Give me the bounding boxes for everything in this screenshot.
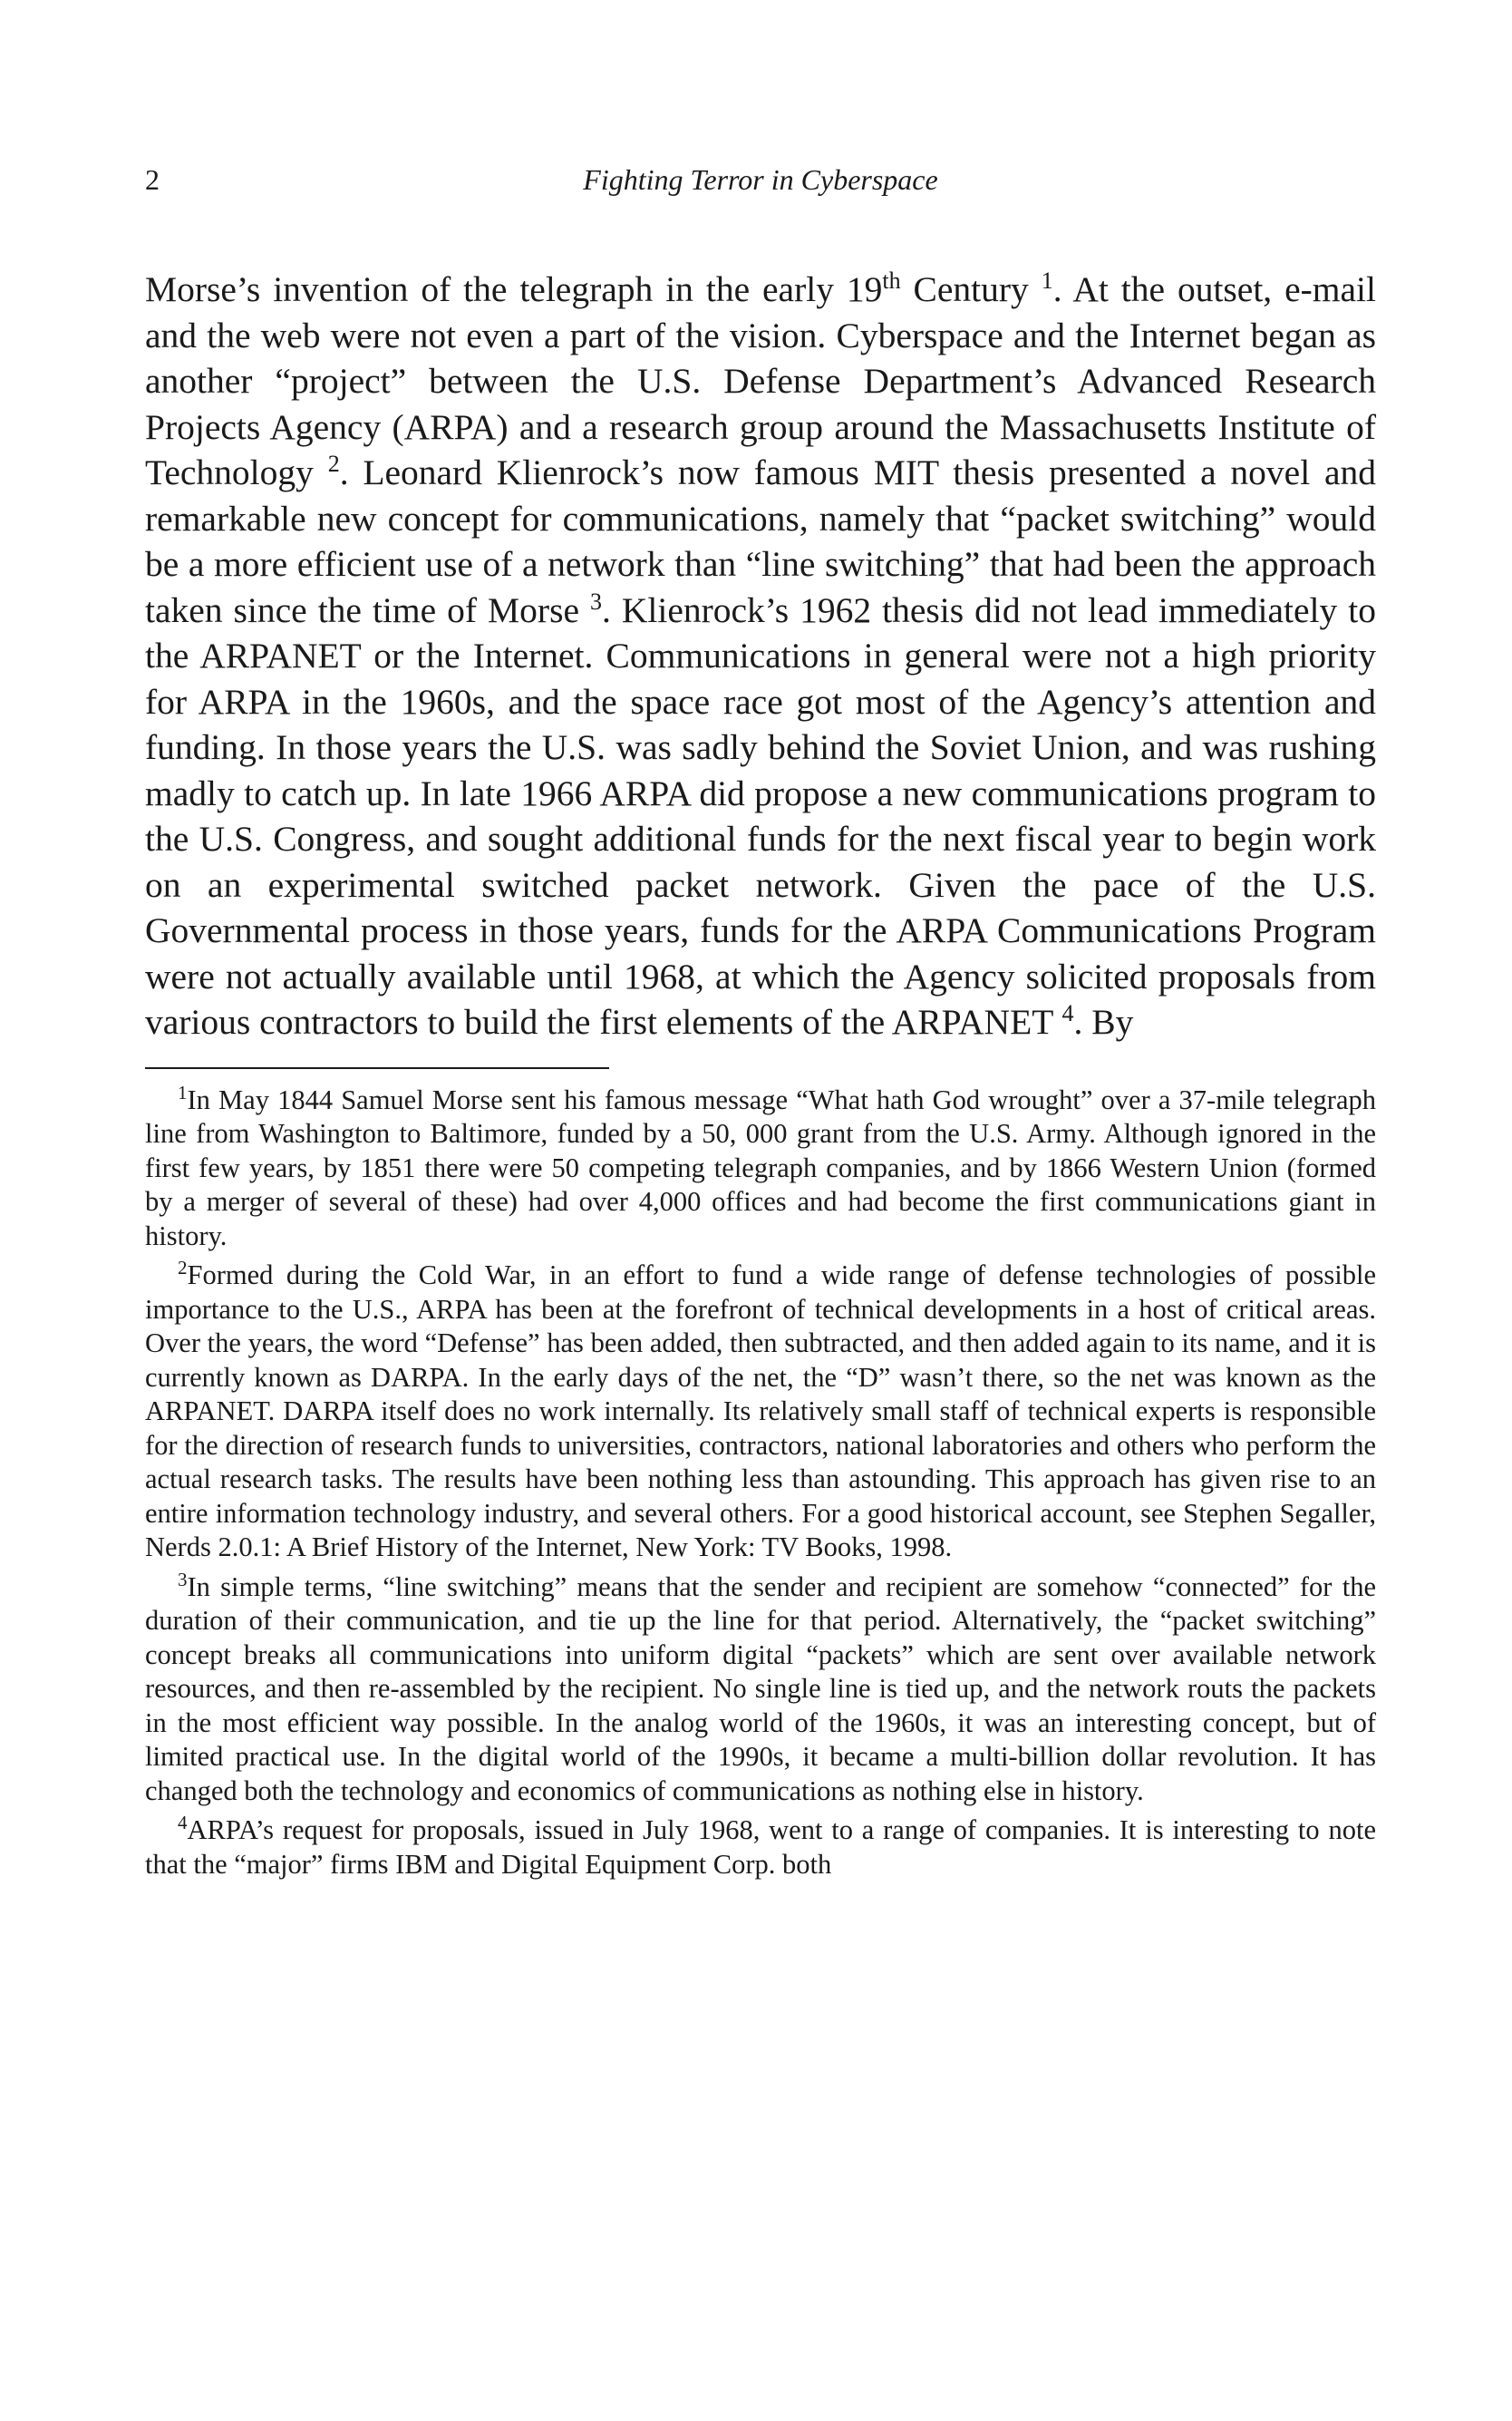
- footnote-ref-2: 2: [327, 450, 340, 477]
- body-text-segment: . Klienrock’s 1962 thesis did not lead immediately to the ARPANET or the Internet. Communications in general were not a high priority for ARPA in the 1960s, and the space race got most of the Agency’s attention and funding. In those years the U.S. was sadly behind the Soviet Union, and was rushing madly to catch up. In late 1966 ARPA did propose a new communications program to the U.S. Congress, and sought additional funds for the next fiscal year to begin work on an experimental switched packet network. Given the pace of the U.S. Governmental process in those years, funds for the ARPA Communications Program were not actually available until 1968, at which the Agency solicited proposals from various contractors to build the first elements of the ARPANET: [145, 589, 1376, 1042]
- footnote-marker: 4: [178, 1811, 188, 1833]
- footnote-marker: 2: [178, 1256, 188, 1279]
- body-text-segment: Morse’s invention of the telegraph in the early 19: [145, 269, 883, 309]
- book-page: [145, 163, 1376, 1887]
- running-header: [145, 163, 1376, 214]
- footnote-ref-1: 1: [1041, 267, 1053, 294]
- footnote-ref-4: 4: [1061, 999, 1074, 1026]
- body-text-segment: . Leonard Klienrock’s now famous MIT thesis presented a novel and remarkable new concept for communications, namely that “packet switching” would be a more efficient use of a network than “line switching” that had been the approach taken since the time of Morse: [145, 452, 1376, 630]
- footnote-text: In May 1844 Samuel Morse sent his famous message “What hath God wrought” over a 37-mile telegraph line from Washington to Baltimore, funded by a 50, 000 grant from the U.S. Army. Although ignored in the first few years, by 1851 there were 50 competing telegraph companies, and by 1866 Western Union (formed by a merger of several of these) had over 4,000 offices and had become the first communications giant in history.: [145, 1084, 1376, 1251]
- footnote-2: [145, 1256, 1376, 1565]
- footnote-ref-3: 3: [589, 588, 602, 615]
- footnote-1: [145, 1081, 1376, 1254]
- page-number: 2: [145, 163, 160, 196]
- footnote-4: [145, 1813, 1376, 1881]
- footnote-text: In simple terms, “line switching” means that the sender and recipient are somehow “connected” for the duration of their communication, and tie up the line for that period. Alternatively, the “packet switching” concept breaks all communications into uniform digital “packets” which are sent over available network resources, and then re-assembled by the recipient. No single line is tied up, and the network routs the packets in the most efficient way possible. In the analog world of the 1960s, it was an interesting concept, but of limited practical use. In the digital world of the 1990s, it became a multi-billion dollar revolution. It has changed both the technology and economics of communications as nothing else in history.: [145, 1570, 1376, 1806]
- ordinal-superscript: th: [882, 267, 901, 294]
- running-title: Fighting Terror in Cyberspace: [583, 163, 938, 196]
- footnote-text: ARPA’s request for proposals, issued in July 1968, went to a range of companies. It is interesting to note that the “major” firms IBM and Digital Equipment Corp. both: [145, 1814, 1376, 1880]
- body-text-segment: . By: [1073, 1002, 1134, 1042]
- footnote-marker: 1: [178, 1081, 188, 1104]
- footnotes: [145, 1081, 1376, 1882]
- body-text-segment: . At the outset, e-mail and the web were not even a part of the vision. Cyberspace and the Internet began as another “project” between the U.S. Defense Department’s Advanced Research Projects Agency (ARPA) and a research group around the Massachusetts Institute of Technology: [145, 269, 1376, 492]
- footnote-3: [145, 1570, 1376, 1809]
- body-text-segment: Century: [900, 269, 1042, 309]
- footnote-text: Formed during the Cold War, in an effort to fund a wide range of defense technologies of possible importance to the U.S., ARPA has been at the forefront of technical developments in a host of critical areas. Over the years, the word “Defense” has been added, then subtracted, and then added again to its name, and it is currently known as DARPA. In the early days of the net, the “D” wasn’t there, so the net was known as the ARPANET. DARPA itself does no work internally. Its relatively small staff of technical experts is responsible for the direction of research funds to universities, contractors, national laboratories and others who perform the actual research tasks. The results have been nothing less than astounding. This approach has given rise to an entire information technology industry, and several others. For a good historical account, see Stephen Segaller, Nerds 2.0.1: A Brief History of the Internet, New York: TV Books, 1998.: [145, 1259, 1376, 1562]
- body-paragraph: [145, 267, 1376, 1045]
- footnote-divider: [145, 1067, 609, 1069]
- footnote-marker: 3: [178, 1568, 188, 1590]
